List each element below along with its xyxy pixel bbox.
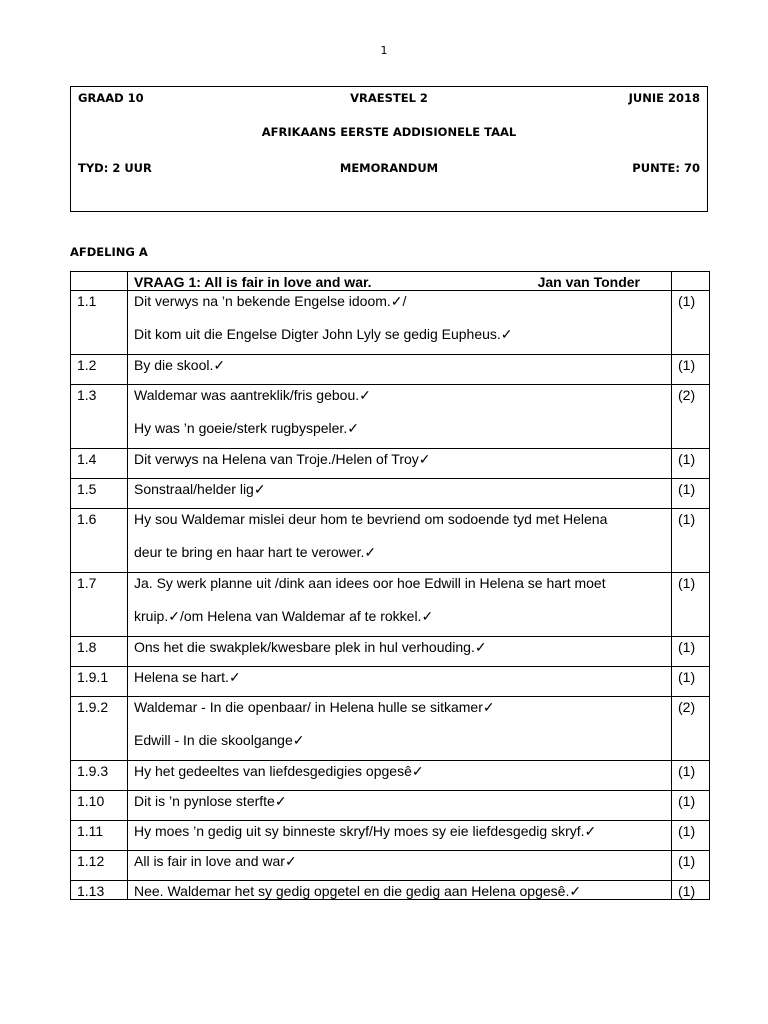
mark-allocation: (1) <box>672 881 710 900</box>
subject-label: AFRIKAANS EERSTE ADDISIONELE TAAL <box>261 125 517 139</box>
answer-row <box>71 355 710 385</box>
answer-line: Hy sou Waldemar mislei deur hom te bevriend om sodoende tyd met Helena <box>134 511 608 527</box>
answer-cell <box>128 761 672 791</box>
answer-line: All is fair in love and war✓ <box>134 853 297 869</box>
answer-cell <box>128 667 672 697</box>
question-number: 1.9.2 <box>71 697 128 761</box>
doc-type-label: MEMORANDUM <box>339 161 439 175</box>
answer-line: Dit verwys na Helena van Troje./Helen of Troy✓ <box>134 451 431 467</box>
mark-allocation: (1) <box>672 851 710 881</box>
answer-line: Edwill - In die skoolgange✓ <box>134 732 305 748</box>
date-label: JUNIE 2018 <box>628 91 700 105</box>
answer-cell <box>128 637 672 667</box>
answer-line: Dit is ’n pynlose sterfte✓ <box>134 793 287 809</box>
answer-row <box>71 479 710 509</box>
question-number: 1.4 <box>71 449 128 479</box>
exam-header-box <box>70 86 708 212</box>
paper-label: VRAESTEL 2 <box>350 91 428 105</box>
memo-table <box>70 271 710 900</box>
answer-row <box>71 449 710 479</box>
question-number: 1.5 <box>71 479 128 509</box>
mark-allocation: (1) <box>672 667 710 697</box>
question-number: 1.10 <box>71 791 128 821</box>
marks-label: PUNTE: 70 <box>632 161 700 175</box>
mark-allocation: (1) <box>672 791 710 821</box>
mark-allocation: (2) <box>672 385 710 449</box>
answer-line: Nee. Waldemar het sy gedig opgetel en die gedig aan Helena opgesê.✓ <box>134 883 582 899</box>
question-number: 1.1 <box>71 291 128 355</box>
answer-row <box>71 385 710 449</box>
answer-cell <box>128 509 672 573</box>
question-number: 1.3 <box>71 385 128 449</box>
answer-cell <box>128 573 672 637</box>
question-title-cell <box>128 272 672 291</box>
question-title: VRAAG 1: All is fair in love and war. <box>134 274 372 290</box>
answer-row <box>71 761 710 791</box>
answer-line: Hy het gedeeltes van liefdesgedigies opgesê✓ <box>134 763 424 779</box>
question-number: 1.11 <box>71 821 128 851</box>
answer-cell <box>128 291 672 355</box>
answer-line: Waldemar - In die openbaar/ in Helena hulle se sitkamer✓ <box>134 699 495 715</box>
question-number: 1.9.1 <box>71 667 128 697</box>
answer-line: Hy was ’n goeie/sterk rugbyspeler.✓ <box>134 420 359 436</box>
mark-allocation: (1) <box>672 821 710 851</box>
answer-line: deur te bring en haar hart te verower.✓ <box>134 544 377 560</box>
answer-row <box>71 637 710 667</box>
answer-line: Ja. Sy werk planne uit /dink aan idees oor hoe Edwill in Helena se hart moet <box>134 575 606 591</box>
answer-line: Dit verwys na ’n bekende Engelse idoom.✓/ <box>134 293 407 309</box>
mark-allocation: (1) <box>672 637 710 667</box>
question-header-row <box>71 272 710 291</box>
answer-line: Ons het die swakplek/kwesbare plek in hul verhouding.✓ <box>134 639 487 655</box>
time-label: TYD: 2 UUR <box>78 161 152 175</box>
answer-line: By die skool.✓ <box>134 357 226 373</box>
answer-line: kruip.✓/om Helena van Waldemar af te rokkel.✓ <box>134 608 434 624</box>
header-mark-cell <box>672 272 710 291</box>
mark-allocation: (1) <box>672 509 710 573</box>
answer-row <box>71 851 710 881</box>
section-label: AFDELING A <box>70 245 148 259</box>
mark-allocation: (1) <box>672 479 710 509</box>
answer-row <box>71 791 710 821</box>
answer-line: Sonstraal/helder lig✓ <box>134 481 266 497</box>
question-number: 1.2 <box>71 355 128 385</box>
answer-row <box>71 573 710 637</box>
question-number: 1.9.3 <box>71 761 128 791</box>
answer-cell <box>128 697 672 761</box>
answer-row <box>71 697 710 761</box>
answer-row <box>71 821 710 851</box>
answer-cell <box>128 821 672 851</box>
question-number: 1.13 <box>71 881 128 900</box>
header-num-cell <box>71 272 128 291</box>
question-number: 1.6 <box>71 509 128 573</box>
answer-cell <box>128 385 672 449</box>
answer-cell <box>128 791 672 821</box>
answer-line: Hy moes ’n gedig uit sy binneste skryf/Hy moes sy eie liefdesgedig skryf.✓ <box>134 823 597 839</box>
mark-allocation: (1) <box>672 761 710 791</box>
page-number: 1 <box>380 44 388 57</box>
answer-line: Waldemar was aantreklik/fris gebou.✓ <box>134 387 371 403</box>
mark-allocation: (1) <box>672 573 710 637</box>
answer-line: Helena se hart.✓ <box>134 669 241 685</box>
mark-allocation: (1) <box>672 291 710 355</box>
answer-row <box>71 667 710 697</box>
question-author: Jan van Tonder <box>537 274 640 290</box>
answer-cell <box>128 851 672 881</box>
answer-row <box>71 291 710 355</box>
question-number: 1.7 <box>71 573 128 637</box>
answer-row <box>71 509 710 573</box>
mark-allocation: (2) <box>672 697 710 761</box>
answer-cell <box>128 449 672 479</box>
question-number: 1.8 <box>71 637 128 667</box>
question-number: 1.12 <box>71 851 128 881</box>
answer-cell <box>128 355 672 385</box>
answer-line: Dit kom uit die Engelse Digter John Lyly se gedig Eupheus.✓ <box>134 326 513 342</box>
grade-label: GRAAD 10 <box>78 91 144 105</box>
answer-row <box>71 881 710 900</box>
answer-cell <box>128 479 672 509</box>
mark-allocation: (1) <box>672 355 710 385</box>
mark-allocation: (1) <box>672 449 710 479</box>
answer-cell <box>128 881 672 900</box>
